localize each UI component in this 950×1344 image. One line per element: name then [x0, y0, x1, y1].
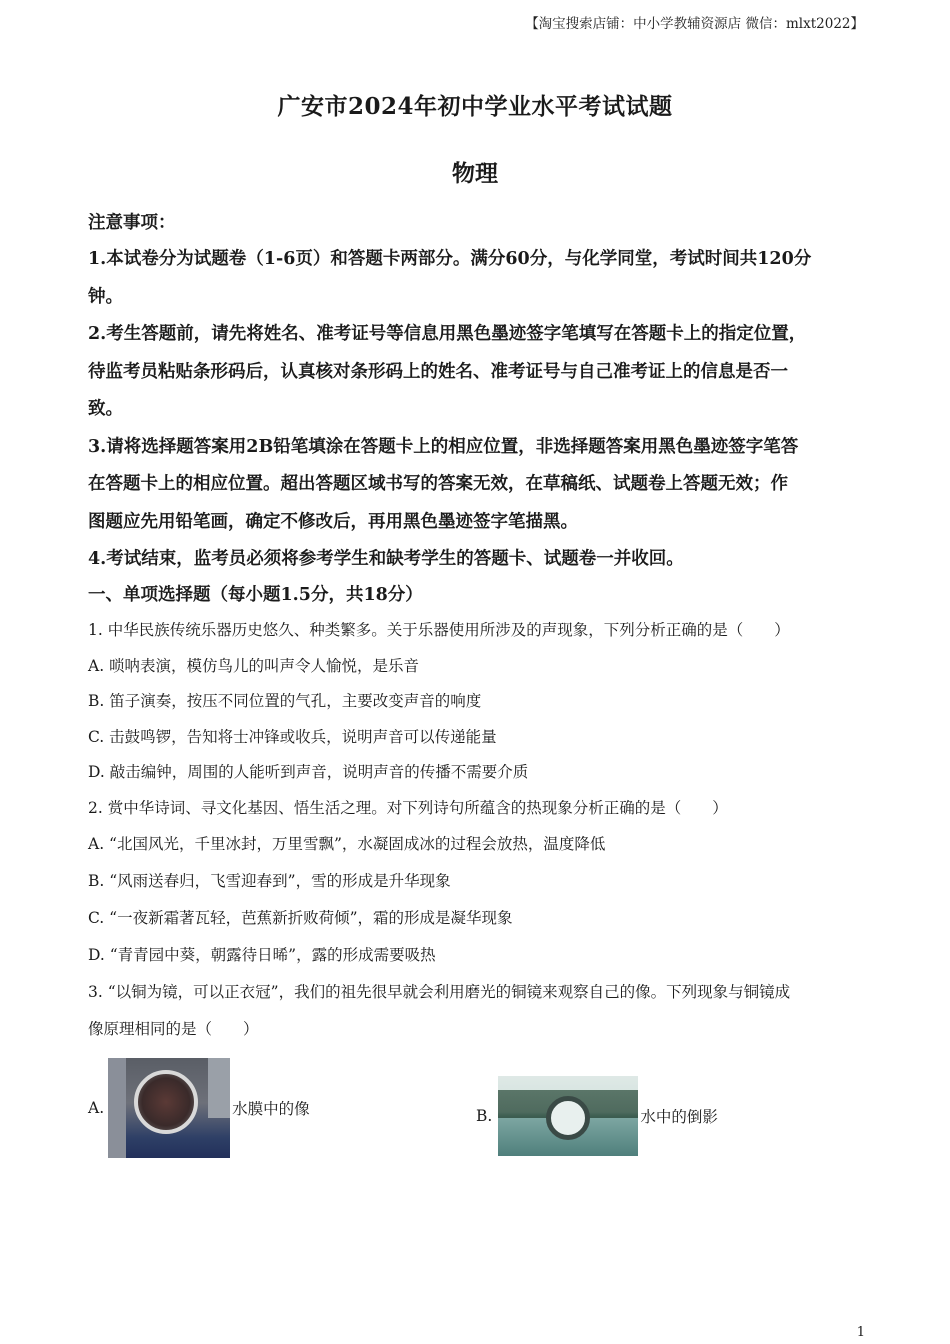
question-2-option-c: C. “一夜新霜著瓦轻，芭蕉新折败荷倾”，霜的形成是凝华现象	[88, 909, 513, 927]
question-3-options	[88, 1058, 868, 1168]
notice-line: 2.考生答题前，请先将姓名、准考证号等信息用黑色墨迹签字笔填写在答题卡上的指定位置，	[88, 324, 807, 344]
question-1-stem: 1. 中华民族传统乐器历史悠久、种类繁多。关于乐器使用所涉及的声现象，下列分析正确的是（ ）	[88, 621, 790, 639]
notice-line: 致。	[88, 399, 123, 419]
question-2-stem: 2. 赏中华诗词、寻文化基因、悟生活之理。对下列诗句所蕴含的热现象分析正确的是（ ）	[88, 798, 728, 817]
question-3-stem-cont: 像原理相同的是（ ）	[88, 1020, 259, 1038]
question-1-option-b: B. 笛子演奏，按压不同位置的气孔，主要改变声音的响度	[88, 692, 482, 710]
notice-heading: 注意事项：	[88, 213, 176, 233]
notice-line: 待监考员粘贴条形码后，认真核对条形码上的姓名、准考证号与自己准考证上的信息是否一	[88, 361, 788, 382]
notice-line: 在答题卡上的相应位置。超出答题区域书写的答案无效，在草稿纸、试题卷上答题无效；作	[88, 474, 788, 494]
notice-line: 4.考试结束，监考员必须将参考学生和缺考学生的答题卡、试题卷一并收回。	[88, 549, 684, 569]
question-1-option-d: D. 敲击编钟，周围的人能听到声音，说明声音的传播不需要介质	[88, 763, 529, 781]
question-1-option-a: A. 唢呐表演，模仿鸟儿的叫声令人愉悦，是乐音	[88, 656, 420, 675]
exam-content	[88, 205, 868, 1168]
section-heading: 一、单项选择题（每小题1.5分，共18分）	[88, 585, 423, 605]
notice-line: 图题应先用铅笔画，确定不修改后，再用黑色墨迹签字笔描黑。	[88, 511, 578, 532]
question-2-option-b: B. “风雨送春归，飞雪迎春到”，雪的形成是升华现象	[88, 872, 451, 890]
question-2-option-d: D. “青青园中葵，朝露待日晞”，露的形成需要吸热	[88, 946, 436, 964]
question-3-option-b	[476, 1076, 718, 1156]
question-1-option-c: C. 击鼓鸣锣，告知将士冲锋或收兵，说明声音可以传递能量	[88, 727, 497, 746]
question-3-option-a	[88, 1058, 310, 1158]
question-2-option-a: A. “北国风光，千里冰封，万里雪飘”，水凝固成冰的过程会放热，温度降低	[88, 835, 606, 853]
exam-title: 广安市2024年初中学业水平考试试题	[277, 93, 673, 120]
option-a-caption: 水膜中的像	[232, 1100, 310, 1118]
option-a-label: A.	[88, 1099, 105, 1117]
notice-line: 3.请将选择题答案用2B铅笔填涂在答题卡上的相应位置，非选择题答案用黑色墨迹签字笔答	[88, 436, 799, 457]
option-b-label: B.	[476, 1107, 493, 1125]
notice-line: 1.本试卷分为试题卷（1-6页）和答题卡两部分。满分60分，与化学同堂，考试时间共120分	[88, 249, 812, 269]
page-number: 1	[856, 1325, 865, 1340]
bridge-reflection-image	[498, 1076, 638, 1156]
question-3-stem: 3. “以铜为镜，可以正衣冠”，我们的祖先很早就会利用磨光的铜镜来观察自己的像。下列现象与铜镜成	[88, 983, 791, 1001]
notice-line: 钟。	[88, 286, 123, 307]
water-film-image	[108, 1058, 230, 1158]
subject-title: 物理	[452, 160, 498, 187]
option-b-caption: 水中的倒影	[640, 1108, 718, 1126]
shop-header-note: 【淘宝搜索店铺：中小学教辅资源店 微信：mlxt2022】	[525, 16, 864, 32]
